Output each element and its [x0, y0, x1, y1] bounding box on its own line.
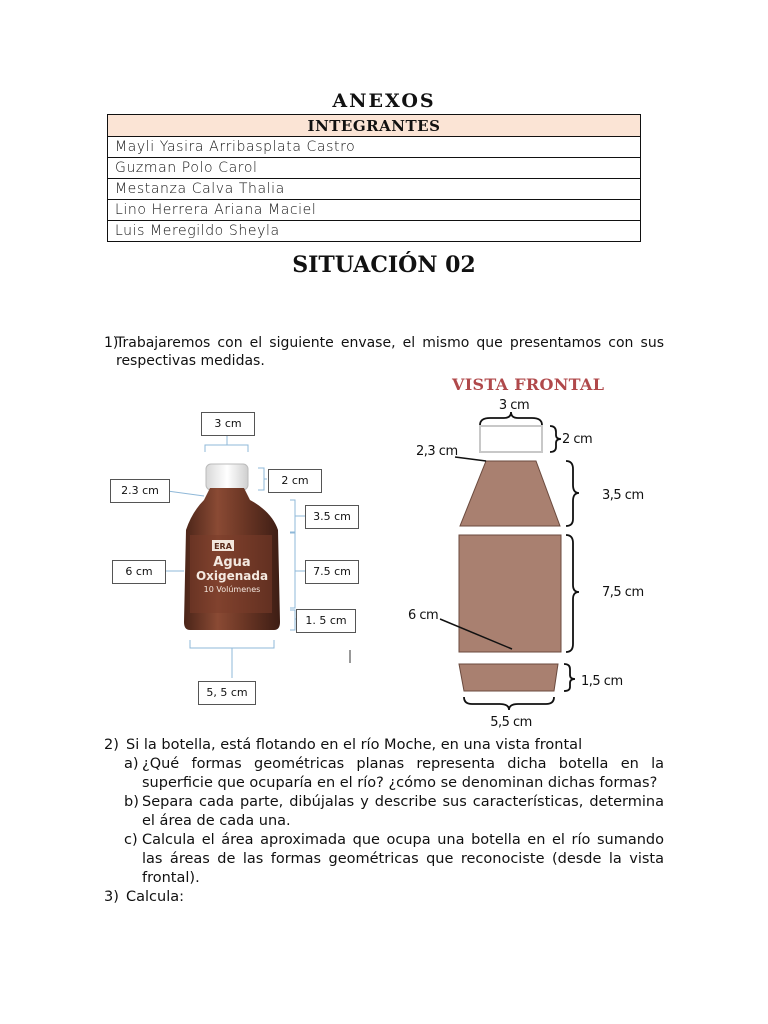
question-2 — [104, 736, 664, 907]
bottle-cap — [206, 464, 248, 490]
front-body-height-label: 7,5 cm — [602, 585, 644, 600]
bottle-base-height-label: 1. 5 cm — [296, 609, 356, 633]
question-2-item-label: c) — [124, 832, 138, 848]
front-cap-rect — [480, 426, 542, 452]
question-2-item-label: a) — [124, 756, 139, 772]
question-2-item-a — [104, 755, 664, 793]
member-row: Guzman Polo Carol — [108, 158, 641, 179]
member-row: Mayli Yasira Arribasplata Castro — [108, 137, 641, 158]
question-2-item-text: Separa cada parte, dibújalas y describe sus características, determina el área de cada una. — [142, 794, 664, 829]
front-view-diagram — [400, 395, 660, 735]
member-row: Luis Meregildo Sheyla — [108, 221, 641, 242]
front-shoulder-height-label: 3,5 cm — [602, 488, 644, 503]
question-3 — [104, 888, 664, 907]
question-1-text: Trabajaremos con el siguiente envase, el mismo que presentamos con sus respectivas medidas. — [116, 335, 664, 369]
question-2-item-text: Calcula el área aproximada que ocupa una botella en el río sumando las áreas de las formas geométricas que reconociste (desde la vista frontal). — [142, 832, 664, 886]
bottle-label-sub: 10 Volúmenes — [203, 585, 261, 594]
question-3-number: 3) — [104, 889, 119, 905]
front-base-trapezoid — [459, 664, 558, 691]
question-2-item-text: ¿Qué formas geométricas planas representa dicha botella en la superficie que ocuparía en el río? ¿cómo se denominan dichas formas? — [142, 756, 664, 791]
bottle-top-width-label: 3 cm — [201, 412, 255, 436]
question-2-item-c — [104, 831, 664, 888]
member-row: Mestanza Calva Thalia — [108, 179, 641, 200]
page-title: ANEXOS — [332, 90, 436, 112]
question-2-item-b — [104, 793, 664, 831]
bottle-brand: ERA — [214, 542, 232, 551]
front-neck-side-label: 2,3 cm — [416, 444, 458, 459]
question-2-text: Si la botella, está flotando en el río Moche, en una vista frontal — [126, 737, 583, 753]
situation-title: SITUACIÓN 02 — [292, 252, 476, 278]
question-2-stem — [104, 736, 664, 755]
question-1-number: 1) — [104, 335, 119, 351]
front-top-width-label: 3 cm — [498, 398, 530, 413]
front-neck-leader — [455, 457, 486, 461]
question-2-item-label: b) — [124, 794, 139, 810]
member-row: Lino Herrera Ariana Maciel — [108, 200, 641, 221]
question-2-number: 2) — [104, 737, 119, 753]
bottle-label-main: Oxigenada — [195, 569, 269, 583]
bottle-cap-height-label: 2 cm — [268, 469, 322, 493]
question-3-text: Calcula: — [126, 889, 184, 905]
bottle-label-top: Agua — [213, 555, 251, 570]
members-table-header: INTEGRANTES — [108, 115, 641, 137]
bottle-shoulder-height-label: 3.5 cm — [305, 505, 359, 529]
bottle-body-side-label: 6 cm — [112, 560, 166, 584]
front-body-rect — [459, 535, 561, 652]
front-cap-height-label: 2 cm — [562, 432, 593, 447]
members-table — [107, 114, 641, 242]
front-shoulder-trapezoid — [460, 461, 560, 526]
bottle-body-height-label: 7.5 cm — [305, 560, 359, 584]
bottle-neck-side-label: 2.3 cm — [110, 479, 170, 503]
front-base-height-label: 1,5 cm — [581, 674, 623, 689]
bottle-base-width-label: 5, 5 cm — [198, 681, 256, 705]
front-view-title: VISTA FRONTAL — [452, 375, 605, 394]
front-body-side-label: 6 cm — [408, 608, 439, 623]
question-1 — [104, 334, 664, 370]
front-base-width-label: 5,5 cm — [490, 715, 532, 730]
